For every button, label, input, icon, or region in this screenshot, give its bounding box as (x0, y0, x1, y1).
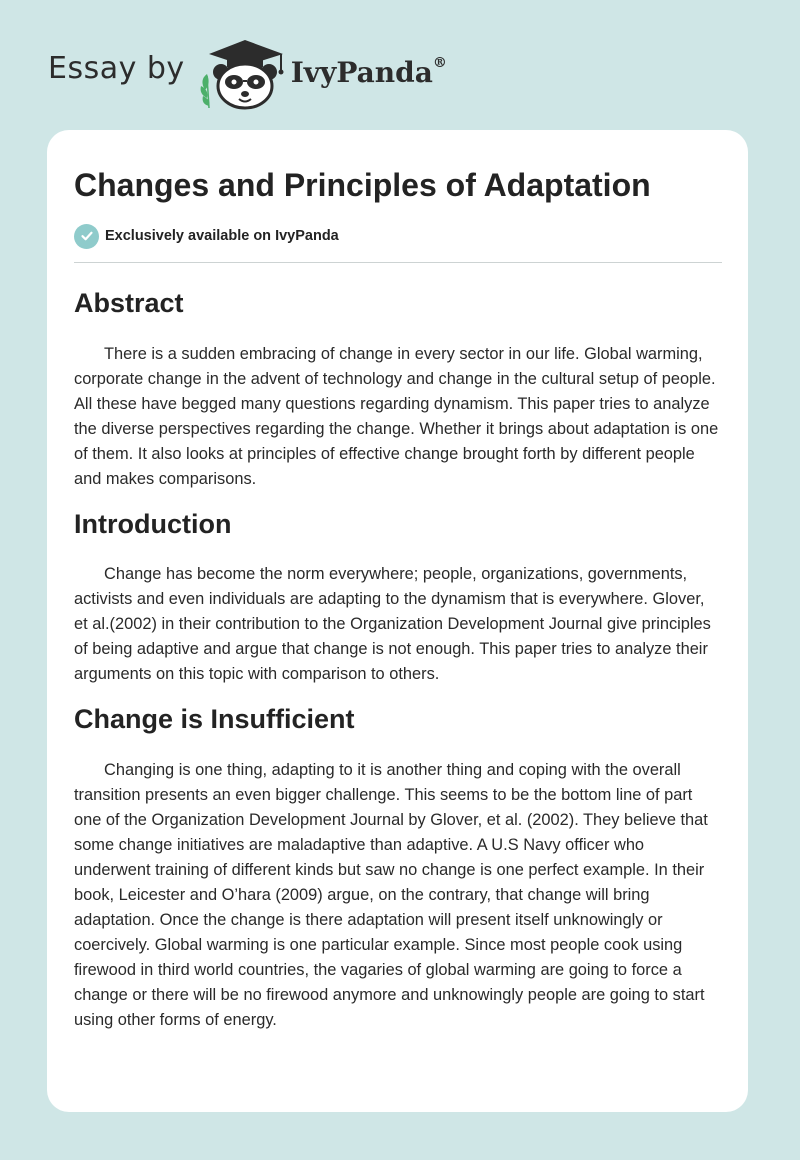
registered-mark: ® (432, 55, 447, 72)
section-heading-change-is-insufficient: Change is Insufficient (74, 704, 355, 735)
essay-card (47, 130, 748, 1112)
brand-prefix: Essay by (48, 50, 185, 86)
section-paragraph-introduction: Change has become the norm everywhere; people, organizations, governments, activists and even individuals are adapting to the dynamism that is everywhere. Glover, et al.(2002) in their contribution to the Organization Development Journal give principles of being adaptive and argue that change is not enough. This paper tries to analyze their arguments on this topic with comparison to others. (74, 565, 711, 684)
brand-name (291, 56, 447, 89)
brand-name-text: IvyPanda (290, 55, 433, 89)
section-paragraph-change-is-insufficient: Changing is one thing, adapting to it is another thing and coping with the overall transition presents an even bigger challenge. This seems to be the bottom line of part one of the Organization Development Journal by Glover, et al. (2002). They believe that some change initiatives are maladaptive than adaptive. A U.S Navy officer who underwent training of different kinds but saw no change is one perfect example. In their book, Leicester and O’hara (2009) argue, on the contrary, that change will bring adaptation. Once the change is there adaptation will present itself unknowingly or coercively. Global warming is one particular example. Since most people cook using firewood in third world countries, the vagaries of global warming are going to force a change or there will be no firewood anymore and unknowingly people are going to start using other forms of energy. (74, 760, 708, 1029)
page-title: Changes and Principles of Adaptation (74, 167, 651, 203)
panda-graduate-icon (197, 32, 291, 112)
divider (74, 262, 722, 263)
section-paragraph-abstract: There is a sudden embracing of change in every sector in our life. Global warming, corporate change in the advent of technology and change in the cultural setup of people. All these have begged many questions regarding dynamism. This paper tries to analyze the diverse perspectives regarding the change. Whether it brings about adaptation is one of them. It also looks at principles of effective change brought forth by different people and makes comparisons. (74, 344, 719, 488)
brand-header[interactable] (48, 32, 447, 112)
section-heading-abstract: Abstract (74, 288, 184, 319)
section-heading-introduction: Introduction (74, 508, 232, 539)
exclusive-badge-row (74, 222, 722, 250)
check-icon (74, 224, 99, 249)
exclusive-label: Exclusively available on IvyPanda (105, 228, 339, 245)
